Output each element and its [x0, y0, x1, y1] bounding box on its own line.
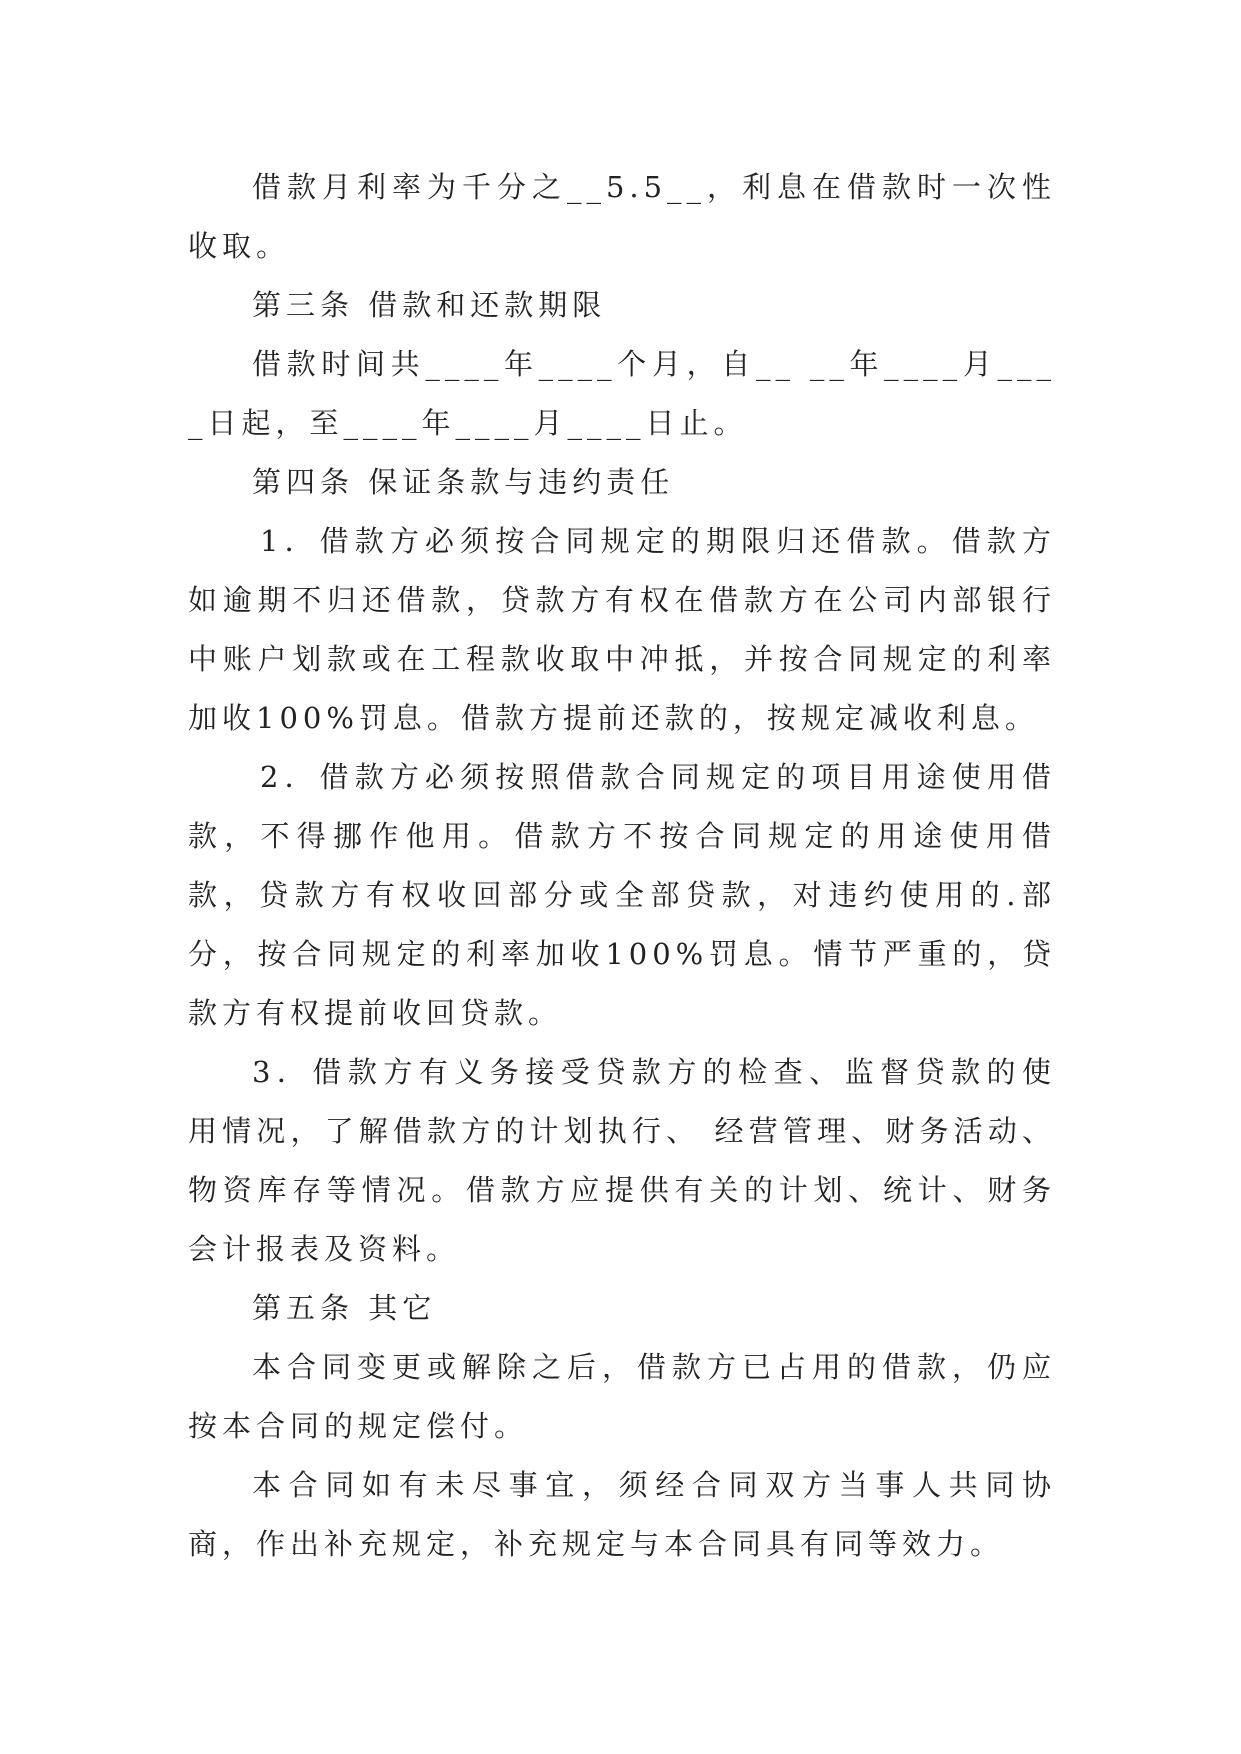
heading-article-5: 第五条 其它	[252, 1291, 437, 1325]
heading-article-3: 第三条 借款和还款期限	[252, 288, 607, 322]
paragraph-amendment: 本合同变更或解除之后，借款方已占用的借款，仍应按本合同的规定偿付。	[188, 1350, 1056, 1443]
paragraph-loan-period: 借款时间共____年____个月，自__ __年____月____日起，至____年____月____日止。	[188, 347, 1056, 440]
paragraph-clause-2: 2．借款方必须按照借款合同规定的项目用途使用借款，不得挪作他用。借款方不按合同规定的用途使用借款，贷款方有权收回部分或全部贷款，对违约使用的.部分，按合同规定的利率加收100%罚息。情节严重的，贷款方有权提前收回贷款。	[188, 760, 1056, 1030]
paragraph-supplement: 本合同如有未尽事宜，须经合同双方当事人共同协商，作出补充规定，补充规定与本合同具有同等效力。	[188, 1468, 1056, 1561]
paragraph-clause-1: 1．借款方必须按合同规定的期限归还借款。借款方如逾期不归还借款，贷款方有权在借款方在公司内部银行中账户划款或在工程款收取中冲抵，并按合同规定的利率加收100%罚息。借款方提前还款的，按规定减收利息。	[188, 524, 1056, 735]
document-body	[188, 158, 1056, 1574]
heading-article-4: 第四条 保证条款与违约责任	[252, 465, 675, 499]
paragraph-interest-rate: 借款月利率为千分之__5.5__，利息在借款时一次性收取。	[188, 170, 1056, 263]
paragraph-clause-3: 3．借款方有义务接受贷款方的检查、监督贷款的使用情况，了解借款方的计划执行、 经营管理、财务活动、物资库存等情况。借款方应提供有关的计划、统计、财务会计报表及资料。	[188, 1055, 1056, 1266]
